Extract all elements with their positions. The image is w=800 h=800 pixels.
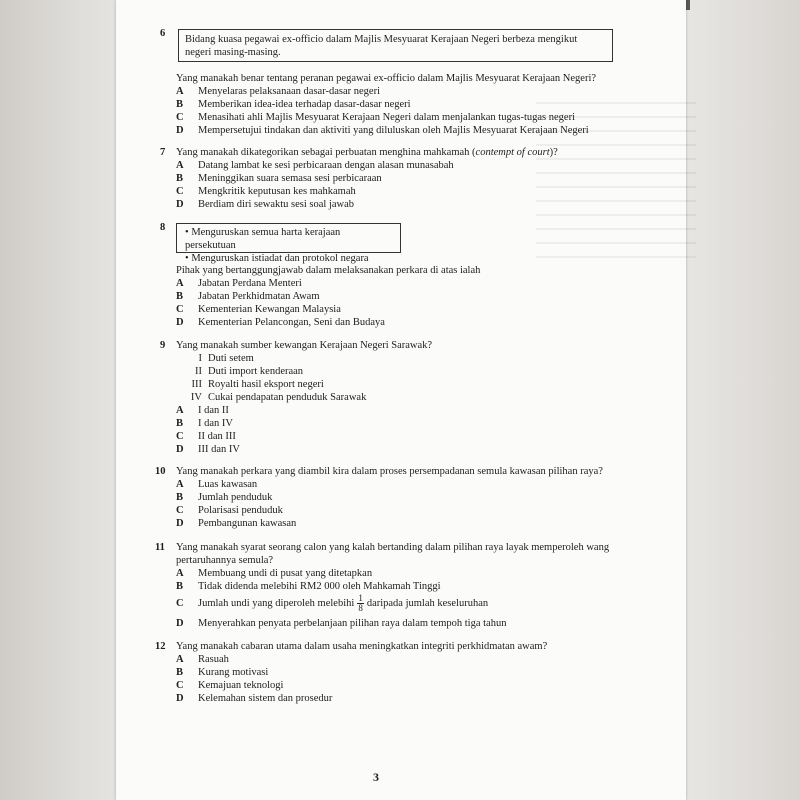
question-6-statement-box: Bidang kuasa pegawai ex-officio dalam Majlis Mesyuarat Kerajaan Negeri berbeza mengikut negeri masing-masing. [178,29,613,62]
option-text: III dan IV [198,444,240,455]
question-6-option-d[interactable] [176,124,589,137]
question-8-option-d[interactable] [176,316,385,329]
option-text: Datang lambat ke sesi perbicaraan dengan alasan munasabah [198,160,454,171]
question-11-option-a[interactable] [176,567,372,580]
option-text: Tidak didenda melebihi RM2 000 oleh Mahkamah Tinggi [198,581,441,592]
question-9-item-2 [188,365,303,378]
roman-numeral: I [198,353,202,364]
roman-numeral: II [195,366,202,377]
option-letter: A [176,654,184,665]
option-text: Kementerian Kewangan Malaysia [198,304,341,315]
question-11-option-d[interactable] [176,617,506,630]
question-7-stem-start: Yang manakah dikategorikan sebagai perbuatan menghina mahkamah ( [176,147,476,158]
option-letter: D [176,693,184,704]
scan-edge-left [0,0,118,800]
question-10-option-a[interactable] [176,478,257,491]
option-letter: B [176,99,184,110]
question-8-stem: Pihak yang bertanggungjawab dalam melaksanakan perkara di atas ialah [176,265,481,276]
question-7-option-b[interactable] [176,172,382,185]
option-letter: D [176,444,184,455]
option-letter: C [176,304,184,315]
item-text: Duti import kenderaan [208,366,304,377]
option-letter: C [176,112,184,123]
question-8-option-c[interactable] [176,303,341,316]
question-11-number: 11 [155,542,165,553]
question-6-stem: Yang manakah benar tentang peranan pegawai ex-officio dalam Majlis Mesyuarat Kerajaan Negeri? [176,73,597,84]
question-8-number: 8 [160,222,166,233]
question-11-stem-line-2: pertaruhannya semula? [176,555,274,566]
option-letter: B [176,581,184,592]
question-9-option-c[interactable] [176,430,236,443]
option-letter: A [176,405,184,416]
question-7-stem-end: )? [549,147,558,158]
question-7-option-c[interactable] [176,185,356,198]
question-7-option-a[interactable] [176,159,454,172]
question-8-option-a[interactable] [176,277,302,290]
question-6-option-a[interactable] [176,85,380,98]
option-letter: B [176,418,184,429]
question-10-stem: Yang manakah perkara yang diambil kira dalam proses persempadanan semula kawasan pilihan raya? [176,466,603,477]
question-7-option-d[interactable] [176,198,354,211]
question-8-bullet-2: • Menguruskan istiadat dan protokol negara [185,253,369,264]
option-letter: A [176,568,184,579]
option-text: Jabatan Perkhidmatan Awam [198,291,320,302]
option-text: Kementerian Pelancongan, Seni dan Budaya [198,317,385,328]
question-8-bullet-box [176,223,401,264]
question-8-option-b[interactable] [176,290,320,303]
question-7-stem [176,146,558,159]
option-letter: C [176,505,184,516]
question-12-option-d[interactable] [176,692,332,705]
option-letter: A [176,160,184,171]
roman-numeral: IV [190,392,202,403]
option-letter: D [176,317,184,328]
option-text: Mengkritik keputusan kes mahkamah [198,186,356,197]
question-9-item-1 [188,352,254,365]
question-9-number: 9 [160,340,166,351]
option-text: Kurang motivasi [198,667,269,678]
option-text: I dan II [198,405,229,416]
option-letter: C [176,598,184,609]
option-letter: B [176,667,184,678]
option-text-end: daripada jumlah keseluruhan [366,598,489,609]
option-text: Polarisasi penduduk [198,505,283,516]
option-letter: A [176,479,184,490]
item-text: Duti setem [208,353,254,364]
option-letter: B [176,173,184,184]
scan-edge-right [685,0,800,800]
item-text: Royalti hasil eksport negeri [208,379,324,390]
option-text: Berdiam diri sewaktu sesi soal jawab [198,199,355,210]
option-text: Jumlah penduduk [198,492,273,503]
question-6-option-b[interactable] [176,98,411,111]
option-letter: C [176,431,184,442]
question-10-option-d[interactable] [176,517,296,530]
bullet-text: Menguruskan semua harta kerajaan persekutuan [185,227,341,251]
option-letter: D [176,618,184,629]
question-6-option-c[interactable] [176,111,575,124]
option-text: Mempersetujui tindakan dan aktiviti yang diluluskan oleh Majlis Mesyuarat Kerajaan Negeri [198,125,589,136]
option-letter: B [176,492,184,503]
option-text: II dan III [198,431,236,442]
question-11-stem-line-1: Yang manakah syarat seorang calon yang kalah bertanding dalam pilihan raya layak memperoleh wang [176,542,610,553]
question-12-stem: Yang manakah cabaran utama dalam usaha meningkatkan integriti perkhidmatan awam? [176,641,548,652]
fraction-one-eighth [357,594,364,613]
question-10-option-c[interactable] [176,504,283,517]
question-12-number: 12 [155,641,166,652]
question-11-option-b[interactable] [176,580,441,593]
option-letter: B [176,291,184,302]
question-12-option-a[interactable] [176,653,229,666]
option-text: Menyerahkan penyata perbelanjaan pilihan raya dalam tempoh tiga tahun [198,618,507,629]
bleed-through-shadow [536,90,696,410]
option-letter: D [176,518,184,529]
fraction-denominator: 8 [358,603,363,614]
option-text: Pembangunan kawasan [198,518,297,529]
question-9-option-b[interactable] [176,417,233,430]
question-8-bullet-1: • Menguruskan semua harta kerajaan persekutuan [185,227,341,251]
option-letter: C [176,680,184,691]
option-letter: C [176,186,184,197]
roman-numeral: III [191,379,202,390]
option-text-start: Jumlah undi yang diperoleh melebihi [198,598,355,609]
option-text: Luas kawasan [198,479,258,490]
option-text: I dan IV [198,418,233,429]
question-10-number: 10 [155,466,166,477]
fraction-numerator: 1 [358,593,363,604]
question-9-item-4 [188,391,366,404]
question-9-option-a[interactable] [176,404,229,417]
option-letter: A [176,278,184,289]
option-text: Meninggikan suara semasa sesi perbicaraan [198,173,382,184]
option-letter: D [176,125,184,136]
option-text: Menyelaras pelaksanaan dasar-dasar negeri [198,86,380,97]
question-9-stem: Yang manakah sumber kewangan Kerajaan Negeri Sarawak? [176,340,433,351]
option-text: Memberikan idea-idea terhadap dasar-dasar negeri [198,99,411,110]
option-text: Kelemahan sistem dan prosedur [198,693,333,704]
question-7-number: 7 [160,147,166,158]
question-11-option-c[interactable] [176,594,488,614]
option-letter: D [176,199,184,210]
option-text: Rasuah [198,654,229,665]
page-number: 3 [373,770,379,784]
option-letter: A [176,86,184,97]
option-text: Kemajuan teknologi [198,680,284,691]
question-12-option-b[interactable] [176,666,268,679]
bullet-text: Menguruskan istiadat dan protokol negara [191,253,369,264]
option-text: Menasihati ahli Majlis Mesyuarat Kerajaan Negeri dalam menjalankan tugas-tugas negeri [198,112,575,123]
question-6-number: 6 [160,28,166,39]
question-9-option-d[interactable] [176,443,240,456]
question-10-option-b[interactable] [176,491,272,504]
question-9-item-3 [188,378,324,391]
item-text: Cukai pendapatan penduduk Sarawak [208,392,367,403]
option-text: Membuang undi di pusat yang ditetapkan [198,568,373,579]
option-text: Jabatan Perdana Menteri [198,278,302,289]
question-7-stem-italic: contempt of court [475,147,550,158]
question-12-option-c[interactable] [176,679,283,692]
